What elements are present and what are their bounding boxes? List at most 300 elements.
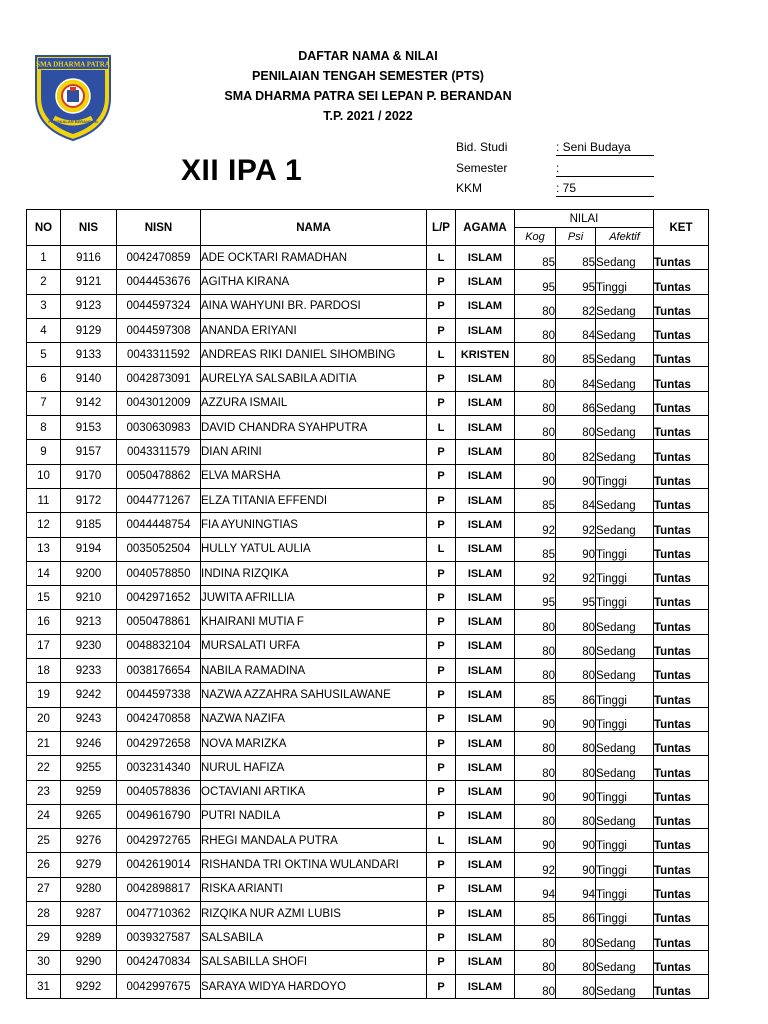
cell-lp: P	[427, 610, 456, 634]
cell-nis: 9276	[61, 829, 117, 853]
cell-nis: 9280	[61, 877, 117, 901]
cell-kog: 80	[515, 343, 556, 367]
cell-kog: 90	[515, 464, 556, 488]
col-header-nis: NIS	[61, 210, 117, 246]
grade-table-body	[27, 246, 709, 999]
cell-kog: 92	[515, 513, 556, 537]
cell-lp: P	[427, 926, 456, 950]
cell-nis: 9243	[61, 707, 117, 731]
cell-nama: AURELYA SALSABILA ADITIA	[201, 367, 427, 391]
cell-ket: Tuntas	[654, 926, 709, 950]
cell-lp: P	[427, 853, 456, 877]
table-row	[27, 756, 709, 780]
table-row	[27, 780, 709, 804]
cell-nama: RIZQIKA NUR AZMI LUBIS	[201, 902, 427, 926]
header-line-1: DAFTAR NAMA & NILAI	[298, 49, 438, 63]
cell-no: 12	[27, 513, 61, 537]
table-row	[27, 343, 709, 367]
cell-lp: P	[427, 488, 456, 512]
cell-no: 28	[27, 902, 61, 926]
cell-no: 21	[27, 731, 61, 755]
cell-nisn: 0043311579	[117, 440, 201, 464]
cell-nisn: 0040578836	[117, 780, 201, 804]
table-row	[27, 731, 709, 755]
cell-nisn: 0044597308	[117, 318, 201, 342]
cell-agama: ISLAM	[456, 707, 515, 731]
cell-nisn: 0042997675	[117, 974, 201, 998]
cell-psi: 85	[556, 246, 596, 270]
cell-kog: 85	[515, 902, 556, 926]
table-row	[27, 902, 709, 926]
cell-nama: AZZURA ISMAIL	[201, 391, 427, 415]
cell-no: 29	[27, 926, 61, 950]
cell-nis: 9200	[61, 561, 117, 585]
info-label: Bid. Studi	[456, 140, 508, 154]
cell-nisn: 0049616790	[117, 804, 201, 828]
cell-ket: Tuntas	[654, 950, 709, 974]
cell-no: 11	[27, 488, 61, 512]
document-header	[160, 46, 576, 126]
cell-nisn: 0032314340	[117, 756, 201, 780]
cell-agama: ISLAM	[456, 683, 515, 707]
cell-afektif: Sedang	[596, 318, 654, 342]
cell-nama: MURSALATI URFA	[201, 634, 427, 658]
cell-nama: ELZA TITANIA EFFENDI	[201, 488, 427, 512]
cell-nis: 9233	[61, 659, 117, 683]
cell-no: 3	[27, 294, 61, 318]
cell-afektif: Tinggi	[596, 877, 654, 901]
table-row	[27, 853, 709, 877]
cell-ket: Tuntas	[654, 464, 709, 488]
cell-psi: 90	[556, 829, 596, 853]
cell-lp: P	[427, 756, 456, 780]
cell-afektif: Sedang	[596, 756, 654, 780]
cell-nisn: 0042971652	[117, 586, 201, 610]
cell-ket: Tuntas	[654, 367, 709, 391]
cell-nisn: 0042972765	[117, 829, 201, 853]
cell-no: 18	[27, 659, 61, 683]
cell-psi: 80	[556, 804, 596, 828]
cell-agama: KRISTEN	[456, 343, 515, 367]
col-header-nisn: NISN	[117, 210, 201, 246]
cell-nisn: 0044597338	[117, 683, 201, 707]
cell-nis: 9287	[61, 902, 117, 926]
cell-no: 20	[27, 707, 61, 731]
info-value: : 75	[556, 181, 654, 197]
col-header-kog: Kog	[515, 228, 556, 246]
cell-nis: 9210	[61, 586, 117, 610]
cell-agama: ISLAM	[456, 853, 515, 877]
cell-ket: Tuntas	[654, 634, 709, 658]
logo-bottom-text: PANGKALAN BERANDAN	[48, 119, 98, 124]
cell-nis: 9265	[61, 804, 117, 828]
cell-psi: 80	[556, 756, 596, 780]
cell-nis: 9242	[61, 683, 117, 707]
cell-no: 7	[27, 391, 61, 415]
cell-ket: Tuntas	[654, 318, 709, 342]
cell-psi: 90	[556, 707, 596, 731]
cell-lp: L	[427, 829, 456, 853]
cell-nisn: 0043012009	[117, 391, 201, 415]
cell-lp: L	[427, 246, 456, 270]
cell-nisn: 0042470859	[117, 246, 201, 270]
cell-nis: 9121	[61, 270, 117, 294]
cell-ket: Tuntas	[654, 537, 709, 561]
cell-afektif: Sedang	[596, 343, 654, 367]
cell-nama: NOVA MARIZKA	[201, 731, 427, 755]
cell-ket: Tuntas	[654, 756, 709, 780]
cell-kog: 85	[515, 488, 556, 512]
cell-nisn: 0050478861	[117, 610, 201, 634]
cell-agama: ISLAM	[456, 634, 515, 658]
col-header-no: NO	[27, 210, 61, 246]
cell-ket: Tuntas	[654, 731, 709, 755]
cell-no: 6	[27, 367, 61, 391]
cell-kog: 80	[515, 318, 556, 342]
cell-no: 13	[27, 537, 61, 561]
cell-agama: ISLAM	[456, 464, 515, 488]
cell-agama: ISLAM	[456, 561, 515, 585]
cell-nama: RISHANDA TRI OKTINA WULANDARI	[201, 853, 427, 877]
class-title: XII IPA 1	[181, 154, 303, 187]
cell-no: 10	[27, 464, 61, 488]
cell-kog: 85	[515, 246, 556, 270]
cell-agama: ISLAM	[456, 440, 515, 464]
cell-ket: Tuntas	[654, 440, 709, 464]
cell-agama: ISLAM	[456, 974, 515, 998]
cell-kog: 80	[515, 804, 556, 828]
cell-psi: 80	[556, 974, 596, 998]
cell-nis: 9185	[61, 513, 117, 537]
table-row	[27, 440, 709, 464]
cell-afektif: Tinggi	[596, 707, 654, 731]
cell-no: 5	[27, 343, 61, 367]
cell-lp: P	[427, 586, 456, 610]
cell-lp: P	[427, 464, 456, 488]
cell-agama: ISLAM	[456, 926, 515, 950]
cell-kog: 80	[515, 391, 556, 415]
cell-kog: 80	[515, 367, 556, 391]
cell-agama: ISLAM	[456, 488, 515, 512]
cell-lp: P	[427, 804, 456, 828]
cell-ket: Tuntas	[654, 902, 709, 926]
cell-nis: 9279	[61, 853, 117, 877]
cell-agama: ISLAM	[456, 780, 515, 804]
cell-agama: ISLAM	[456, 659, 515, 683]
cell-psi: 80	[556, 926, 596, 950]
cell-agama: ISLAM	[456, 270, 515, 294]
cell-nis: 9123	[61, 294, 117, 318]
cell-afektif: Sedang	[596, 804, 654, 828]
cell-ket: Tuntas	[654, 391, 709, 415]
cell-nama: NAZWA NAZIFA	[201, 707, 427, 731]
cell-nisn: 0042873091	[117, 367, 201, 391]
table-row	[27, 318, 709, 342]
cell-lp: P	[427, 318, 456, 342]
cell-agama: ISLAM	[456, 731, 515, 755]
table-row	[27, 707, 709, 731]
cell-nama: HULLY YATUL AULIA	[201, 537, 427, 561]
cell-ket: Tuntas	[654, 416, 709, 440]
cell-nisn: 0030630983	[117, 416, 201, 440]
cell-nama: SALSABILA	[201, 926, 427, 950]
cell-nis: 9170	[61, 464, 117, 488]
cell-nis: 9289	[61, 926, 117, 950]
cell-psi: 92	[556, 561, 596, 585]
cell-no: 24	[27, 804, 61, 828]
cell-lp: L	[427, 416, 456, 440]
cell-agama: ISLAM	[456, 804, 515, 828]
cell-kog: 80	[515, 756, 556, 780]
cell-nisn: 0050478862	[117, 464, 201, 488]
cell-no: 9	[27, 440, 61, 464]
cell-kog: 80	[515, 926, 556, 950]
cell-nis: 9292	[61, 974, 117, 998]
cell-agama: ISLAM	[456, 950, 515, 974]
cell-ket: Tuntas	[654, 513, 709, 537]
cell-nama: ANANDA ERIYANI	[201, 318, 427, 342]
cell-agama: ISLAM	[456, 829, 515, 853]
table-row	[27, 877, 709, 901]
cell-agama: ISLAM	[456, 294, 515, 318]
cell-nama: AGITHA KIRANA	[201, 270, 427, 294]
cell-lp: P	[427, 974, 456, 998]
cell-nisn: 0035052504	[117, 537, 201, 561]
table-row	[27, 246, 709, 270]
cell-nis: 9230	[61, 634, 117, 658]
cell-lp: P	[427, 513, 456, 537]
table-row	[27, 561, 709, 585]
cell-nis: 9129	[61, 318, 117, 342]
cell-no: 25	[27, 829, 61, 853]
cell-lp: P	[427, 780, 456, 804]
cell-nis: 9153	[61, 416, 117, 440]
table-row	[27, 294, 709, 318]
cell-lp: P	[427, 367, 456, 391]
cell-nisn: 0044448754	[117, 513, 201, 537]
cell-afektif: Tinggi	[596, 829, 654, 853]
table-row	[27, 659, 709, 683]
cell-agama: ISLAM	[456, 877, 515, 901]
cell-nis: 9290	[61, 950, 117, 974]
cell-lp: P	[427, 950, 456, 974]
info-label: KKM	[456, 181, 483, 195]
table-row	[27, 537, 709, 561]
cell-agama: ISLAM	[456, 586, 515, 610]
cell-ket: Tuntas	[654, 659, 709, 683]
cell-afektif: Sedang	[596, 391, 654, 415]
cell-afektif: Tinggi	[596, 464, 654, 488]
cell-nis: 9116	[61, 246, 117, 270]
cell-afektif: Tinggi	[596, 561, 654, 585]
cell-psi: 86	[556, 902, 596, 926]
cell-psi: 84	[556, 318, 596, 342]
cell-no: 16	[27, 610, 61, 634]
cell-psi: 84	[556, 367, 596, 391]
table-row	[27, 926, 709, 950]
cell-agama: ISLAM	[456, 537, 515, 561]
cell-nama: DIAN ARINI	[201, 440, 427, 464]
cell-afektif: Tinggi	[596, 853, 654, 877]
info-value: : Seni Budaya	[556, 140, 654, 156]
cell-nama: SARAYA WIDYA HARDOYO	[201, 974, 427, 998]
cell-kog: 92	[515, 561, 556, 585]
cell-afektif: Tinggi	[596, 780, 654, 804]
cell-psi: 82	[556, 294, 596, 318]
cell-psi: 86	[556, 683, 596, 707]
cell-nama: NAZWA AZZAHRA SAHUSILAWANE	[201, 683, 427, 707]
cell-nis: 9133	[61, 343, 117, 367]
cell-agama: ISLAM	[456, 513, 515, 537]
cell-nama: RHEGI MANDALA PUTRA	[201, 829, 427, 853]
table-row	[27, 974, 709, 998]
table-row	[27, 829, 709, 853]
cell-lp: P	[427, 707, 456, 731]
cell-kog: 80	[515, 950, 556, 974]
cell-nisn: 0042470858	[117, 707, 201, 731]
cell-lp: P	[427, 877, 456, 901]
cell-afektif: Sedang	[596, 416, 654, 440]
cell-kog: 80	[515, 294, 556, 318]
logo-text: SMA DHARMA PATRA	[36, 60, 110, 69]
cell-nis: 9157	[61, 440, 117, 464]
cell-ket: Tuntas	[654, 804, 709, 828]
cell-ket: Tuntas	[654, 246, 709, 270]
cell-nisn: 0047710362	[117, 902, 201, 926]
cell-nama: ELVA MARSHA	[201, 464, 427, 488]
cell-lp: L	[427, 343, 456, 367]
cell-nama: OCTAVIANI ARTIKA	[201, 780, 427, 804]
cell-kog: 95	[515, 586, 556, 610]
cell-psi: 80	[556, 950, 596, 974]
cell-kog: 95	[515, 270, 556, 294]
cell-kog: 94	[515, 877, 556, 901]
cell-nama: DAVID CHANDRA SYAHPUTRA	[201, 416, 427, 440]
cell-kog: 90	[515, 829, 556, 853]
cell-afektif: Sedang	[596, 974, 654, 998]
cell-ket: Tuntas	[654, 586, 709, 610]
cell-psi: 90	[556, 853, 596, 877]
cell-nama: SALSABILLA SHOFI	[201, 950, 427, 974]
cell-afektif: Tinggi	[596, 537, 654, 561]
cell-lp: P	[427, 731, 456, 755]
cell-psi: 80	[556, 659, 596, 683]
cell-nis: 9194	[61, 537, 117, 561]
table-row	[27, 804, 709, 828]
cell-psi: 80	[556, 634, 596, 658]
cell-agama: ISLAM	[456, 246, 515, 270]
cell-agama: ISLAM	[456, 318, 515, 342]
cell-ket: Tuntas	[654, 683, 709, 707]
cell-kog: 80	[515, 731, 556, 755]
table-row	[27, 513, 709, 537]
cell-ket: Tuntas	[654, 610, 709, 634]
cell-psi: 90	[556, 464, 596, 488]
cell-lp: P	[427, 270, 456, 294]
cell-kog: 85	[515, 683, 556, 707]
cell-afektif: Tinggi	[596, 683, 654, 707]
col-header-afektif: Afektif	[596, 228, 654, 246]
cell-no: 31	[27, 974, 61, 998]
cell-no: 4	[27, 318, 61, 342]
cell-afektif: Sedang	[596, 440, 654, 464]
table-row	[27, 586, 709, 610]
cell-lp: P	[427, 294, 456, 318]
cell-nis: 9246	[61, 731, 117, 755]
cell-kog: 80	[515, 659, 556, 683]
cell-lp: P	[427, 391, 456, 415]
cell-nisn: 0043311592	[117, 343, 201, 367]
cell-psi: 84	[556, 488, 596, 512]
cell-nis: 9255	[61, 756, 117, 780]
cell-nama: NABILA RAMADINA	[201, 659, 427, 683]
col-header-nilai: NILAI	[515, 210, 654, 228]
cell-afektif: Sedang	[596, 367, 654, 391]
cell-nisn: 0040578850	[117, 561, 201, 585]
cell-afektif: Sedang	[596, 513, 654, 537]
cell-psi: 94	[556, 877, 596, 901]
school-logo-shield-icon	[32, 52, 114, 142]
cell-lp: P	[427, 659, 456, 683]
cell-kog: 90	[515, 780, 556, 804]
cell-no: 27	[27, 877, 61, 901]
cell-agama: ISLAM	[456, 756, 515, 780]
cell-afektif: Sedang	[596, 294, 654, 318]
cell-no: 23	[27, 780, 61, 804]
cell-lp: L	[427, 537, 456, 561]
cell-kog: 80	[515, 634, 556, 658]
info-label: Semester	[456, 160, 508, 175]
cell-nisn: 0042470834	[117, 950, 201, 974]
cell-no: 2	[27, 270, 61, 294]
cell-no: 22	[27, 756, 61, 780]
cell-kog: 85	[515, 537, 556, 561]
cell-kog: 80	[515, 416, 556, 440]
cell-nisn: 0042619014	[117, 853, 201, 877]
table-row	[27, 367, 709, 391]
table-row	[27, 488, 709, 512]
cell-agama: ISLAM	[456, 610, 515, 634]
cell-kog: 90	[515, 707, 556, 731]
cell-psi: 86	[556, 391, 596, 415]
cell-afektif: Sedang	[596, 634, 654, 658]
cell-psi: 80	[556, 416, 596, 440]
table-row	[27, 950, 709, 974]
cell-nisn: 0044771267	[117, 488, 201, 512]
cell-agama: ISLAM	[456, 416, 515, 440]
cell-ket: Tuntas	[654, 780, 709, 804]
cell-psi: 95	[556, 270, 596, 294]
cell-afektif: Sedang	[596, 659, 654, 683]
cell-agama: ISLAM	[456, 391, 515, 415]
cell-psi: 80	[556, 731, 596, 755]
cell-no: 26	[27, 853, 61, 877]
cell-ket: Tuntas	[654, 294, 709, 318]
cell-psi: 82	[556, 440, 596, 464]
cell-no: 1	[27, 246, 61, 270]
cell-afektif: Sedang	[596, 246, 654, 270]
cell-nama: FIA AYUNINGTIAS	[201, 513, 427, 537]
cell-no: 15	[27, 586, 61, 610]
header-line-3: SMA DHARMA PATRA SEI LEPAN P. BERANDAN	[224, 89, 512, 103]
cell-ket: Tuntas	[654, 561, 709, 585]
cell-ket: Tuntas	[654, 270, 709, 294]
cell-nis: 9213	[61, 610, 117, 634]
cell-nama: JUWITA AFRILLIA	[201, 586, 427, 610]
cell-no: 8	[27, 416, 61, 440]
grade-table	[26, 209, 709, 999]
cell-lp: P	[427, 634, 456, 658]
